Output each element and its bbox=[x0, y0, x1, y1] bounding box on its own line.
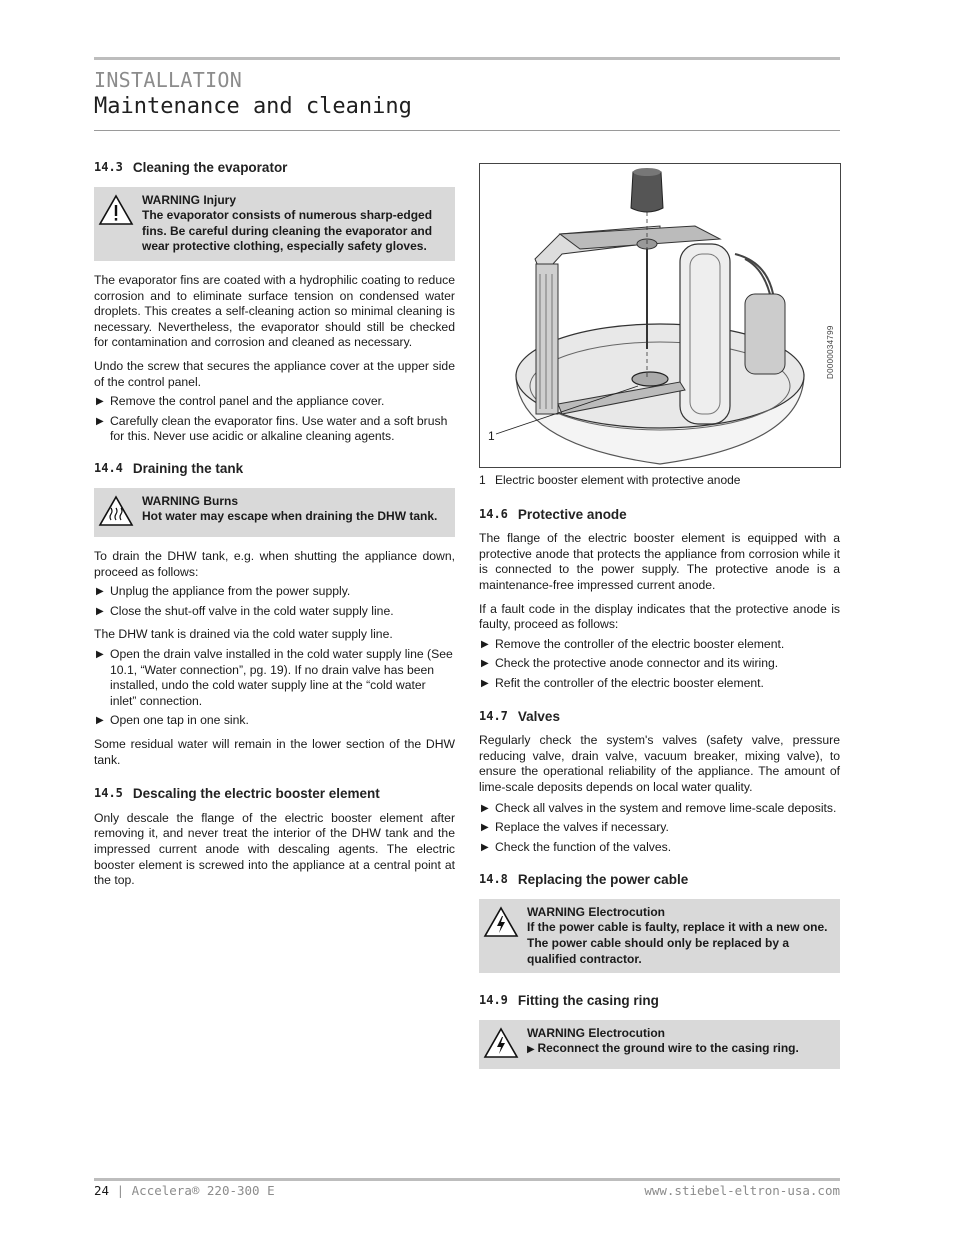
footer-website: www.stiebel-eltron-usa.com bbox=[644, 1183, 840, 1198]
list-item: ▶ Check all valves in the system and remove lime-scale deposits. bbox=[481, 800, 837, 815]
paragraph: Some residual water will remain in the lower section of the DHW tank. bbox=[94, 737, 455, 767]
hot-surface-warning-icon bbox=[98, 494, 134, 532]
footer-left: 24 | Accelera® 220-300 E bbox=[94, 1183, 275, 1198]
arrow-bullet-icon: ▶ bbox=[96, 586, 104, 598]
left-column bbox=[94, 160, 455, 889]
warning-text: The evaporator consists of numerous sharp-edged fins. Be careful during cleaning the evaporator and wear protective clothing, especially safety gloves. bbox=[142, 208, 433, 254]
list-item: ▶ Close the shut-off valve in the cold water supply line. bbox=[96, 603, 394, 618]
step-list bbox=[479, 637, 840, 692]
warning-text: Hot water may escape when draining the DHW tank. bbox=[142, 509, 438, 524]
arrow-bullet-icon: ▶ bbox=[481, 658, 489, 670]
section-14-4-heading: 14.4 Draining the tank bbox=[94, 460, 244, 476]
section-14-8-heading: 14.8 Replacing the power cable bbox=[479, 872, 689, 888]
arrow-bullet-icon: ▶ bbox=[481, 638, 489, 650]
arrow-bullet-icon: ▶ bbox=[481, 677, 489, 689]
step-list bbox=[479, 801, 840, 856]
header-rule-top bbox=[94, 57, 840, 60]
header-rule-bottom bbox=[94, 130, 840, 131]
list-item: ▶ Replace the valves if necessary. bbox=[481, 820, 669, 835]
list-item: ▶ Check the protective anode connector and its wiring. bbox=[481, 656, 779, 671]
arrow-bullet-icon: ▶ bbox=[96, 415, 104, 427]
right-column bbox=[479, 163, 840, 1069]
list-item: ▶ Refit the controller of the electric booster element. bbox=[481, 675, 764, 690]
step-list bbox=[94, 647, 455, 729]
figure-caption: 1 Electric booster element with protective anode bbox=[479, 473, 741, 487]
arrow-bullet-icon: ▶ bbox=[96, 396, 104, 408]
paragraph: Undo the screw that secures the appliance cover at the upper side of the control panel. bbox=[94, 358, 455, 389]
paragraph: The flange of the electric booster element is equipped with a protective anode that protects the appliance from corrosion while it is connected to the power supply. The protective anode is a maintenance-free impressed current anode. bbox=[479, 531, 840, 592]
paragraph: If a fault code in the display indicates that the protective anode is faulty, proceed as follows: bbox=[479, 601, 840, 632]
product-name: Accelera® 220-300 E bbox=[131, 1183, 275, 1198]
warning-title: WARNING Injury bbox=[142, 192, 237, 207]
list-item: ▶ Carefully clean the evaporator fins. Use water and a soft brush for this. Never use acidic or alkaline cleaning agents. bbox=[96, 413, 448, 444]
section-14-9-heading: 14.9 Fitting the casing ring bbox=[479, 993, 659, 1009]
appliance-figure bbox=[479, 163, 841, 468]
list-item: ▶ Remove the controller of the electric booster element. bbox=[481, 636, 785, 651]
list-item: ▶ Unplug the appliance from the power supply. bbox=[96, 584, 351, 599]
warning-burns-box bbox=[94, 488, 455, 538]
arrow-bullet-icon: ▶ bbox=[481, 841, 489, 853]
electric-warning-icon bbox=[483, 905, 519, 967]
warning-triangle-icon bbox=[98, 193, 134, 255]
warning-title: WARNING Electrocution bbox=[527, 904, 666, 919]
paragraph: The DHW tank is drained via the cold water supply line. bbox=[94, 627, 393, 642]
list-item: ▶ Check the function of the valves. bbox=[481, 839, 672, 854]
warning-title: WARNING Burns bbox=[142, 493, 238, 508]
warning-title: WARNING Electrocution bbox=[527, 1025, 666, 1040]
arrow-bullet-icon: ▶ bbox=[96, 649, 104, 661]
arrow-bullet-icon: ▶ bbox=[481, 822, 489, 834]
section-14-6-heading: 14.6 Protective anode bbox=[479, 506, 627, 522]
figure-code: D0000034799 bbox=[826, 325, 835, 379]
paragraph: Only descale the flange of the electric booster element after removing it, and never treat the interior of the DHW tank and the impressed current anode with descaling agents. The electric booster element is screwed into the appliance at a central point at the top. bbox=[94, 810, 455, 888]
page-number: 24 bbox=[94, 1183, 110, 1198]
step-list bbox=[94, 584, 455, 619]
arrow-bullet-icon: ▶ bbox=[527, 1044, 538, 1056]
warning-text: ▶ Reconnect the ground wire to the casing ring. bbox=[527, 1041, 799, 1056]
section-14-5-heading: 14.5 Descaling the electric booster element bbox=[94, 786, 380, 802]
footer-rule bbox=[94, 1178, 840, 1181]
paragraph: The evaporator fins are coated with a hydrophilic coating to reduce corrosion and to eliminate surface tension on condensed water droplets. This creates a self-cleaning action so minimal cleaning is necessary. Nevertheless, the evaporator should still be checked for contamination and corrosion and cleaned as necessary. bbox=[94, 272, 455, 350]
arrow-bullet-icon: ▶ bbox=[96, 605, 104, 617]
section-14-7-heading: 14.7 Valves bbox=[479, 708, 560, 724]
warning-injury-box bbox=[94, 187, 455, 261]
list-item: ▶ Open the drain valve installed in the cold water supply line (See 10.1, “Water connection”, pg. 19). If no drain valve has been installed, undo the cold water supply line at the “cold water inlet” connection. bbox=[96, 647, 453, 708]
section-14-3-heading: 14.3 Cleaning the evaporator bbox=[94, 160, 288, 175]
list-item: ▶ Open one tap in one sink. bbox=[96, 713, 249, 728]
booster-element-illustration bbox=[480, 164, 840, 467]
arrow-bullet-icon: ▶ bbox=[96, 715, 104, 727]
warning-electrocution-box bbox=[479, 1020, 840, 1070]
callout-number: 1 bbox=[488, 429, 495, 443]
electric-warning-icon bbox=[483, 1026, 519, 1064]
paragraph: To drain the DHW tank, e.g. when shutting the appliance down, proceed as follows: bbox=[94, 549, 455, 579]
page-title: Maintenance and cleaning bbox=[94, 94, 412, 119]
paragraph: Regularly check the system's valves (safety valve, pressure reducing valve, drain valve, vacuum breaker, mixing valve), to ensure the operational reliability of the appliance. The amount of lime-scale deposits depends on local water quality. bbox=[479, 733, 840, 794]
step-list bbox=[94, 394, 455, 445]
chapter-title: INSTALLATION bbox=[94, 68, 243, 92]
arrow-bullet-icon: ▶ bbox=[481, 802, 489, 814]
warning-text: If the power cable is faulty, replace it with a new one. The power cable should only be replaced by a qualified contractor. bbox=[527, 920, 828, 966]
list-item: ▶ Remove the control panel and the appliance cover. bbox=[96, 394, 385, 409]
warning-electrocution-box bbox=[479, 899, 840, 973]
